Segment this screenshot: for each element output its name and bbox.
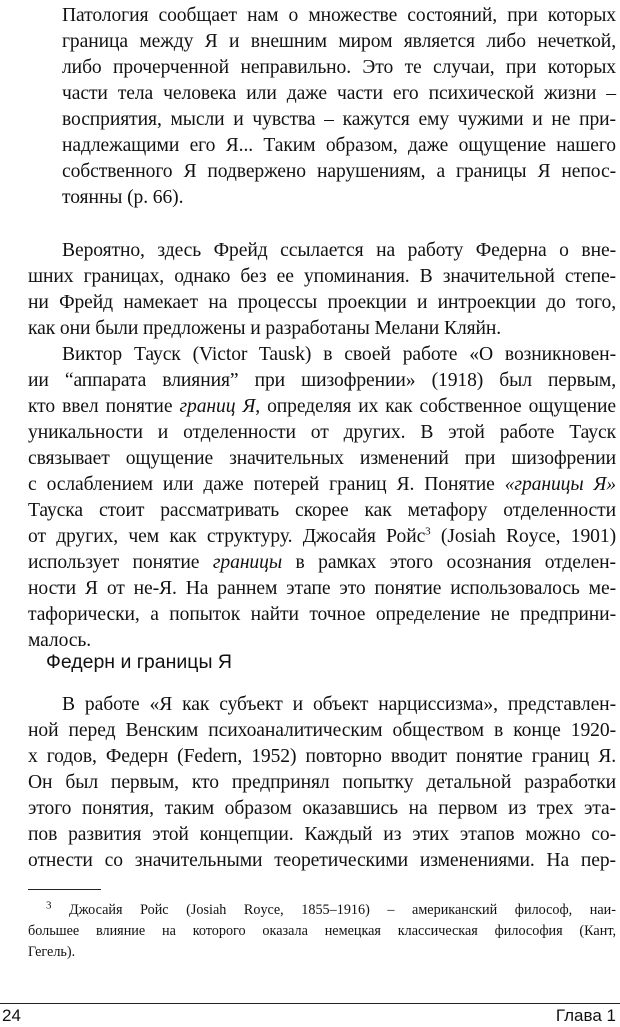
paragraph-line: х годов, Федерн (Federn, 1952) повторно вводит понятие границ Я. <box>28 746 616 767</box>
quote-line: части тела человека или даже части его психической жизни – <box>62 83 616 104</box>
text-run: , определяя их как собственное ощущение <box>255 396 617 417</box>
text-run: в рамках этого осознания отделен- <box>282 552 616 573</box>
text-run: Джосайя Ройс (Josiah Royce, 1855–1916) – американский философ, наи- <box>51 902 616 918</box>
page-number: 24 <box>2 1006 21 1025</box>
italic-term: «границы Я» <box>504 474 617 495</box>
footnote-line: большее влияние на которого оказала немецкая классическая философия (Кант, <box>28 923 616 939</box>
quote-line: тоянны (p. 66). <box>62 187 184 208</box>
text-run: использует понятие <box>28 552 213 573</box>
paragraph-line: уникальности и отделенности от других. В этой работе Тауск <box>28 422 616 443</box>
footnote-divider <box>28 889 101 890</box>
text-run: кто ввел понятие <box>28 396 180 417</box>
paragraph-line: ни Фрейд намекает на процессы проекции и интроекции до того, <box>28 292 616 313</box>
quote-line: восприятия, мысли и чувства – кажутся ему чужими и не при- <box>62 109 616 130</box>
paragraph-line: Вероятно, здесь Фрейд ссылается на работу Федерна о вне- <box>62 240 616 261</box>
footnote-ref[interactable]: 3 <box>425 525 431 538</box>
section-heading: Федерн и границы Я <box>46 651 232 673</box>
paragraph-line <box>28 550 616 576</box>
paragraph-line: ной перед Венским психоаналитическим обществом в конце 1920- <box>28 720 616 741</box>
paragraph-line: Виктор Тауск (Victor Tausk) в своей работе «О возникновен- <box>62 344 616 365</box>
paragraph-line: Он был первым, кто предпринял попытку детальной разработки <box>28 772 616 793</box>
italic-term: границы <box>212 552 282 573</box>
footnote-line <box>46 900 616 921</box>
paragraph-line: ии “аппарата влияния” при шизофрении» (1918) был первым, <box>28 370 616 391</box>
paragraph-line: Тауска стоит рассматривать скорее как метафору отделенности <box>28 500 616 521</box>
paragraph-line: ности Я от не-Я. На раннем этапе это понятие использовалось ме- <box>28 578 616 599</box>
paragraph-line: связывает ощущение значительных изменений при шизофрении <box>28 448 616 469</box>
paragraph-line: малось. <box>28 630 92 651</box>
text-run: (Josiah Royce, 1901) <box>430 526 616 547</box>
quote-line: собственного Я подвержено нарушениям, а границы Я непос- <box>62 161 616 182</box>
paragraph-line: В работе «Я как субъект и объект нарциссизма», представлен- <box>62 694 616 715</box>
paragraph-line: этого понятия, таким образом оказавшись на первом из трех эта- <box>28 798 616 819</box>
footer-divider <box>0 1003 620 1004</box>
text-run: от других, чем как структуру. Джосайя Ройс <box>28 526 426 547</box>
chapter-label: Глава 1 <box>555 1006 616 1025</box>
paragraph-line <box>28 524 616 550</box>
paragraph-line: тафорически, а попыток найти точное определение не предприни- <box>28 604 616 625</box>
quote-line: Патология сообщает нам о множестве состояний, при которых <box>62 5 616 26</box>
paragraph-line: отнести со значительными теоретическими изменениями. На пер- <box>28 850 616 871</box>
quote-line: либо прочерченной неправильно. Это те случаи, при которых <box>62 57 616 78</box>
italic-term: границ Я <box>179 396 256 417</box>
quote-line: надлежащими его Я... Таким образом, даже ощущение нашего <box>62 135 616 156</box>
paragraph-line: шних границах, однако без ее упоминания. В значительной степе- <box>28 266 616 287</box>
text-run: с ослаблением или даже потерей границ Я. Понятие <box>28 474 505 495</box>
quote-line: граница между Я и внешним миром является либо нечеткой, <box>62 31 616 52</box>
paragraph-line <box>28 472 616 498</box>
footnote-line: Гегель). <box>28 944 76 960</box>
paragraph-line: пов развития этой концепции. Каждый из этих этапов можно со- <box>28 824 616 845</box>
paragraph-line <box>28 394 616 420</box>
footnote-marker: 3 <box>46 899 52 912</box>
paragraph-line: как они были предложены и разработаны Мелани Кляйн. <box>28 318 502 339</box>
